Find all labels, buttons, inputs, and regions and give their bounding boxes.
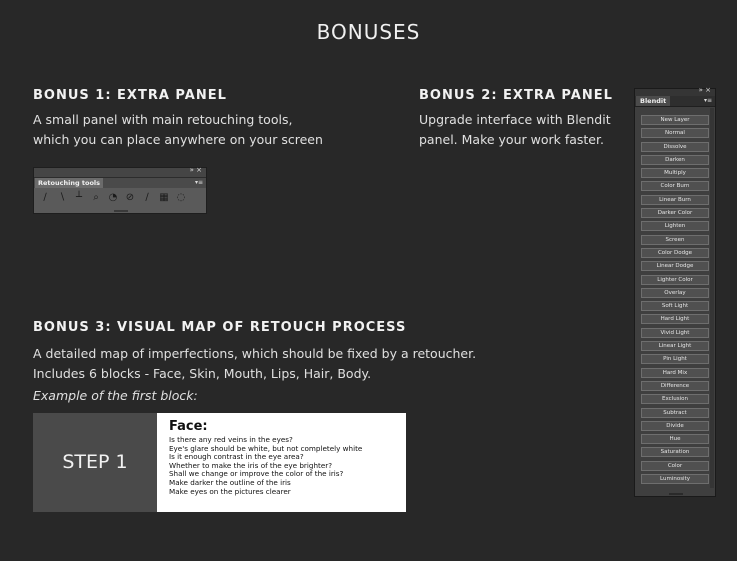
- blend-mode-button[interactable]: Color Burn: [641, 181, 709, 191]
- tab-retouching-tools[interactable]: Retouching tools: [35, 178, 103, 188]
- zoom-tool-icon[interactable]: ⌕: [93, 192, 99, 203]
- bonus3-heading: BONUS 3: VISUAL MAP OF RETOUCH PROCESS: [33, 320, 407, 335]
- blendit-panel[interactable]: [634, 88, 716, 497]
- brush-tool-icon[interactable]: ∕: [43, 192, 47, 203]
- step-label: STEP 1: [33, 413, 157, 512]
- panel-menu-icon[interactable]: ▾≡: [703, 97, 712, 104]
- stamp-tool-icon[interactable]: ┴: [75, 192, 83, 203]
- panel-resize-grip[interactable]: [669, 493, 683, 495]
- checklist-item: Make eyes on the pictures clearer: [169, 486, 291, 496]
- blend-mode-button[interactable]: Soft Light: [641, 301, 709, 311]
- blend-mode-button[interactable]: Subtract: [641, 408, 709, 418]
- bandage-tool-icon[interactable]: ⊘: [125, 192, 135, 203]
- checklist-item: Whether to make the iris of the eye brighter?: [169, 460, 333, 470]
- blend-mode-button[interactable]: Hue: [641, 434, 709, 444]
- panel-resize-grip[interactable]: [114, 210, 128, 212]
- blend-mode-button[interactable]: Hard Mix: [641, 368, 709, 378]
- bonus2-line: Upgrade interface with Blendit: [419, 112, 611, 127]
- checklist-item: Is it enough contrast in the eye area?: [169, 452, 304, 462]
- blend-mode-button[interactable]: Divide: [641, 421, 709, 431]
- bonus2-heading: BONUS 2: EXTRA PANEL: [419, 88, 613, 103]
- blend-mode-button[interactable]: Overlay: [641, 288, 709, 298]
- bonus3-description: [33, 344, 476, 384]
- checklist-item: Make darker the outline of the iris: [169, 477, 291, 487]
- panel-collapse-close-icon[interactable]: » ×: [698, 86, 711, 94]
- bonus1-heading: BONUS 1: EXTRA PANEL: [33, 88, 227, 103]
- bonus1-description: [33, 110, 323, 150]
- blend-mode-button[interactable]: Linear Burn: [641, 195, 709, 205]
- panel-collapse-close-icon[interactable]: » ×: [189, 166, 202, 174]
- blend-mode-button[interactable]: New Layer: [641, 115, 709, 125]
- lasso-tool-icon[interactable]: ◌: [176, 192, 186, 203]
- blend-mode-button[interactable]: Screen: [641, 235, 709, 245]
- checklist-item: Eye's glare should be white, but not completely white: [169, 443, 363, 453]
- blend-mode-button[interactable]: Vivid Light: [641, 328, 709, 338]
- bonus1-line: which you can place anywhere on your screen: [33, 132, 323, 147]
- blend-mode-button[interactable]: Dissolve: [641, 142, 709, 152]
- healing-brush-icon[interactable]: ∖: [58, 192, 66, 203]
- checklist-item: Is there any red veins in the eyes?: [169, 435, 293, 444]
- bonus3-line: A detailed map of imperfections, which should be fixed by a retoucher.: [33, 346, 477, 361]
- dodge-tool-icon[interactable]: ∕: [145, 192, 149, 203]
- step-content-title: Face:: [169, 419, 208, 434]
- bonus2-description: [419, 110, 611, 150]
- blend-mode-button[interactable]: Hard Light: [641, 314, 709, 324]
- blend-mode-button[interactable]: Lighten: [641, 221, 709, 231]
- blend-mode-button[interactable]: Exclusion: [641, 394, 709, 404]
- bonus1-line: A small panel with main retouching tools,: [33, 112, 293, 127]
- patch-tool-icon[interactable]: ◔: [108, 192, 118, 203]
- retouching-tools-panel[interactable]: [33, 167, 207, 214]
- bonus2-line: panel. Make your work faster.: [419, 132, 604, 147]
- panel-titlebar[interactable]: [34, 168, 206, 178]
- blend-mode-button[interactable]: Color: [641, 461, 709, 471]
- blend-mode-button[interactable]: Pin Light: [641, 354, 709, 364]
- blend-mode-button[interactable]: Saturation: [641, 447, 709, 457]
- step-content: [157, 413, 406, 512]
- blend-mode-button[interactable]: Multiply: [641, 168, 709, 178]
- panel-scrollbar[interactable]: [710, 108, 714, 488]
- blend-mode-button[interactable]: Linear Light: [641, 341, 709, 351]
- blend-mode-button[interactable]: Lighter Color: [641, 275, 709, 285]
- example-caption: Example of the first block:: [33, 388, 198, 403]
- blend-mode-button[interactable]: Normal: [641, 128, 709, 138]
- blend-mode-button[interactable]: Difference: [641, 381, 709, 391]
- blend-mode-button[interactable]: Darker Color: [641, 208, 709, 218]
- blend-mode-button[interactable]: Darken: [641, 155, 709, 165]
- blend-mode-button[interactable]: Color Dodge: [641, 248, 709, 258]
- blend-mode-button[interactable]: Linear Dodge: [641, 261, 709, 271]
- grid-tool-icon[interactable]: ▦: [159, 192, 169, 203]
- checklist-item: Shall we change or improve the color of the iris?: [169, 469, 344, 479]
- panel-titlebar[interactable]: [635, 86, 715, 96]
- bonus3-line: Includes 6 blocks - Face, Skin, Mouth, Lips, Hair, Body.: [33, 366, 372, 381]
- step-card: [33, 413, 406, 512]
- page-title: BONUSES: [316, 20, 421, 44]
- blend-mode-button[interactable]: Luminosity: [641, 474, 709, 484]
- tab-blendit[interactable]: Blendit: [636, 96, 670, 106]
- panel-menu-icon[interactable]: ▾≡: [194, 179, 203, 186]
